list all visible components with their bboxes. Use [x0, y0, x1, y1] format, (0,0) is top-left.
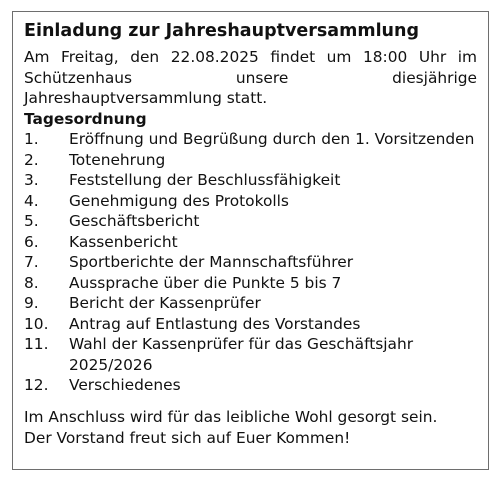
- agenda-item-text: Genehmigung des Protokolls: [69, 191, 289, 210]
- notice-title: Einladung zur Jahreshauptversammlung: [24, 21, 420, 41]
- agenda-item: [24, 273, 477, 294]
- agenda-item: [24, 211, 477, 232]
- agenda-item-number: 12.: [24, 376, 49, 394]
- agenda-item-text: Antrag auf Entlastung des Vorstandes: [69, 314, 361, 333]
- agenda-item-number: 10.: [24, 314, 49, 333]
- agenda-item-text: Bericht der Kassenprüfer: [69, 294, 261, 312]
- agenda-item: [24, 129, 477, 150]
- agenda-item-text: Sportberichte der Mannschaftsführer: [69, 253, 354, 271]
- closing-line: Im Anschluss wird für das leibliche Wohl gesorgt sein.: [24, 407, 438, 426]
- agenda-item: [24, 150, 477, 171]
- invitation-notice: [12, 11, 489, 470]
- agenda-item-number: 8.: [24, 273, 39, 292]
- intro-paragraph: Am Freitag, den 22.08.2025 findet um 18:00 Uhr im Schützenhaus unsere diesjährige Jahreshauptversammlung statt.: [24, 48, 477, 107]
- agenda-list: [24, 129, 477, 396]
- agenda-item-text: Wahl der Kassenprüfer für das Geschäftsjahr 2025/2026: [69, 335, 414, 374]
- agenda-item-number: 5.: [24, 212, 39, 230]
- closing-line: Der Vorstand freut sich auf Euer Kommen!: [24, 429, 351, 447]
- closing-text: [24, 407, 477, 450]
- agenda-item: [24, 232, 477, 253]
- agenda-item-text: Feststellung der Beschlussfähigkeit: [69, 171, 341, 189]
- agenda-item: [24, 191, 477, 212]
- agenda-item: [24, 334, 477, 375]
- agenda-item-number: 7.: [24, 253, 39, 271]
- agenda-item: [24, 314, 477, 335]
- agenda-item: [24, 293, 477, 314]
- agenda-item-text: Eröffnung und Begrüßung durch den 1. Vorsitzenden: [69, 130, 475, 148]
- agenda-item: [24, 375, 477, 396]
- agenda-item-text: Aussprache über die Punkte 5 bis 7: [69, 273, 342, 292]
- agenda-item: [24, 170, 477, 191]
- agenda-item-number: 3.: [24, 171, 39, 189]
- agenda-item-text: Kassenbericht: [69, 232, 178, 251]
- agenda-item-text: Geschäftsbericht: [69, 212, 200, 230]
- agenda-item-text: Totenehrung: [69, 150, 166, 169]
- agenda-item-number: 1.: [24, 130, 39, 148]
- agenda-item-number: 2.: [24, 150, 39, 169]
- agenda-item: [24, 252, 477, 273]
- agenda-item-number: 4.: [24, 191, 39, 210]
- agenda-item-number: 6.: [24, 232, 39, 251]
- agenda-item-number: 9.: [24, 294, 39, 312]
- agenda-item-text: Verschiedenes: [69, 376, 181, 394]
- agenda-item-number: 11.: [24, 335, 49, 353]
- agenda-heading: Tagesordnung: [24, 109, 147, 128]
